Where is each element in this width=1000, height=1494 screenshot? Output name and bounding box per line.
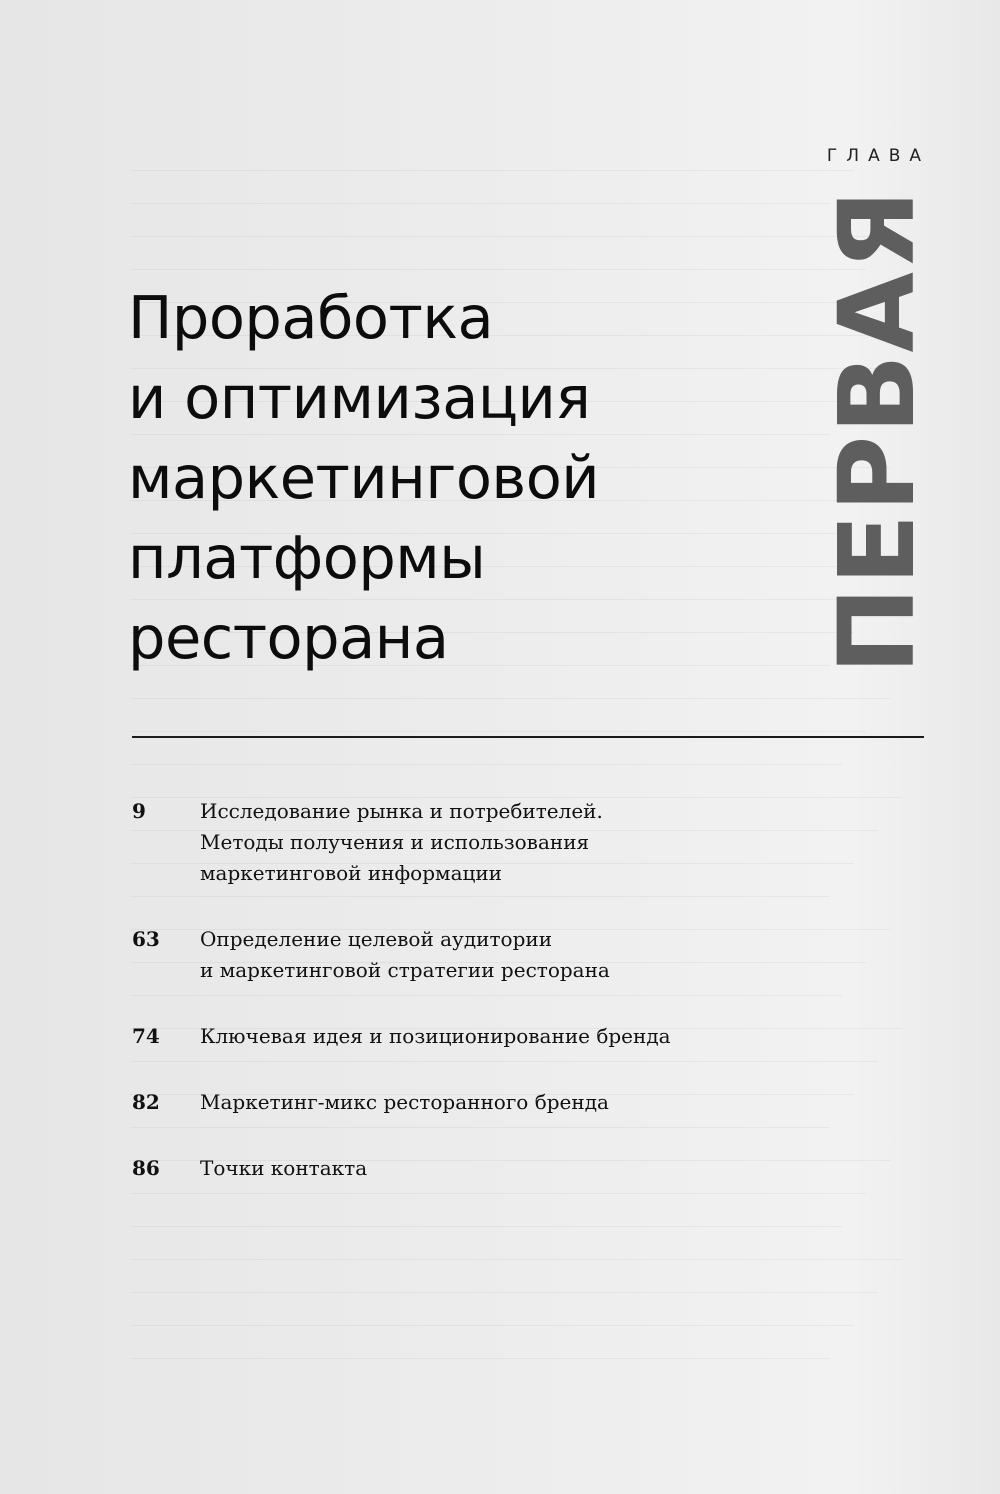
bleed-through-line [130,269,866,270]
toc-page-number: 74 [132,1024,160,1048]
chapter-number-column [816,187,938,675]
toc-entry [132,1087,892,1118]
bleed-through-line [130,1292,878,1293]
bleed-through-line [130,203,830,204]
toc-entry [132,796,892,889]
toc-entry-line: Маркетинг-микс ресторанного бренда [200,1090,609,1114]
toc-page-number: 63 [132,927,160,951]
toc-entry-line: Исследование рынка и потребителей. [200,799,603,823]
chapter-title-line: и оптимизация [128,363,591,432]
toc-entry-title [200,1153,892,1184]
chapter-title-line: маркетинговой [128,443,600,512]
toc-entry-title [200,796,892,889]
bleed-through-line [130,764,842,765]
toc-entry [132,1153,892,1184]
toc-page-number: 9 [132,799,146,823]
toc-page-number: 86 [132,1156,160,1180]
toc-entry [132,924,892,986]
divider-rule [132,736,924,738]
chapter-title-line: платформы [128,523,486,592]
bleed-through-line [130,1259,902,1260]
bleed-through-line [130,731,866,732]
toc-entry-line: Определение целевой аудитории [200,927,553,951]
toc-entry-title [200,924,892,986]
chapter-label: ГЛАВА [826,146,930,166]
chapter-number: ПЕРВАЯ [816,187,938,675]
toc-entry-title [200,1021,892,1052]
toc-entry-line: Точки контакта [200,1156,368,1180]
bleed-through-line [130,1226,842,1227]
toc-entry-line: и маркетинговой стратегии ресторана [200,958,610,982]
chapter-title [128,278,788,678]
bleed-through-line [130,1325,854,1326]
toc-entry-title [200,1087,892,1118]
toc-entry-line: Методы получения и использования [200,830,590,854]
chapter-title-line: ресторана [128,603,449,672]
bleed-through-line [130,170,854,171]
toc-page-number: 82 [132,1090,160,1114]
table-of-contents [132,796,892,1219]
toc-entry-line: маркетинговой информации [200,861,503,885]
bleed-through-line [130,236,890,237]
bleed-through-line [130,698,890,699]
chapter-title-line: Проработка [128,283,494,352]
toc-entry-line: Ключевая идея и позиционирование бренда [200,1024,671,1048]
toc-entry [132,1021,892,1052]
bleed-through-line [130,1358,830,1359]
